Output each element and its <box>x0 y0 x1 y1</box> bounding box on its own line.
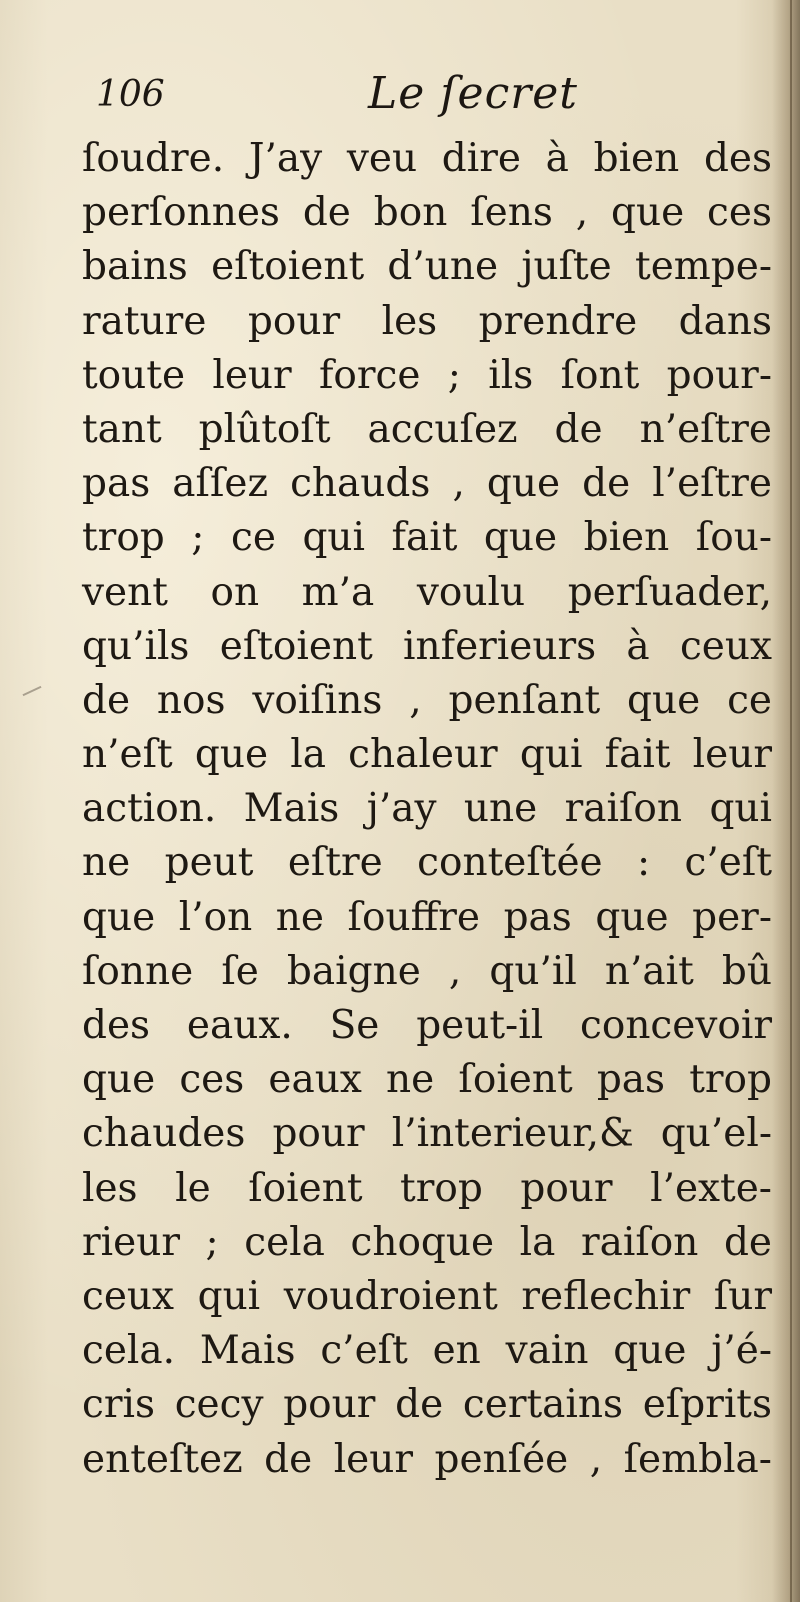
text-line: vent on m’a voulu perſuader, <box>82 569 772 615</box>
text-line: que l’on ne ſouffre pas que per- <box>82 894 772 940</box>
text-line: bains eſtoient d’une juſte tempe- <box>82 244 772 290</box>
text-line: des eaux. Se peut-il concevoir <box>82 1003 772 1048</box>
text-line: perſonnes de bon ſens , que ces <box>82 190 772 236</box>
running-head: Le ſecret <box>368 68 578 119</box>
text-line: trop ; ce qui fait que bien ſou- <box>82 515 772 561</box>
gutter-edge-line <box>790 0 792 1602</box>
text-line: de nos voiſins , penſant que ce <box>82 677 772 723</box>
text-line: qu’ils eſtoient inferieurs à ceux <box>82 623 772 669</box>
text-line: cela. Mais c’eſt en vain que j’é- <box>82 1328 772 1374</box>
text-line: pas aſſez chauds , que de l’eſtre <box>82 461 772 507</box>
text-line: ne peut eſtre conteſtée : c’eſt <box>82 840 772 886</box>
text-line: les le ſoient trop pour l’exte- <box>82 1165 772 1211</box>
text-line: cris cecy pour de certains eſprits <box>82 1382 772 1428</box>
text-line: chaudes pour l’interieur,& qu’el- <box>82 1111 772 1157</box>
text-line: que ces eaux ne ſoient pas trop <box>82 1057 772 1103</box>
text-line: n’eſt que la chaleur qui fait leur <box>82 732 772 778</box>
text-line: rature pour les prendre dans <box>82 298 772 344</box>
text-line: ceux qui voudroient reflechir ſur <box>82 1273 772 1319</box>
text-line: rieur ; cela choque la raiſon de <box>82 1219 772 1265</box>
page-header <box>88 68 708 128</box>
page-gutter-shadow <box>772 0 800 1602</box>
body-text <box>82 132 772 1487</box>
text-line: tant plûtoſt accuſez de n’eſtre <box>82 406 772 452</box>
margin-mark <box>23 686 42 696</box>
text-line: ſoudre. J’ay veu dire à bien des <box>82 136 772 181</box>
text-line: ſonne ſe baigne , qu’il n’ait bû <box>82 948 772 994</box>
text-line: toute leur force ; ils ſont pour- <box>82 352 772 398</box>
page-number: 106 <box>96 74 165 115</box>
text-line: enteſtez de leur penſée , ſembla- <box>82 1436 772 1482</box>
text-line: action. Mais j’ay une raiſon qui <box>82 786 772 832</box>
